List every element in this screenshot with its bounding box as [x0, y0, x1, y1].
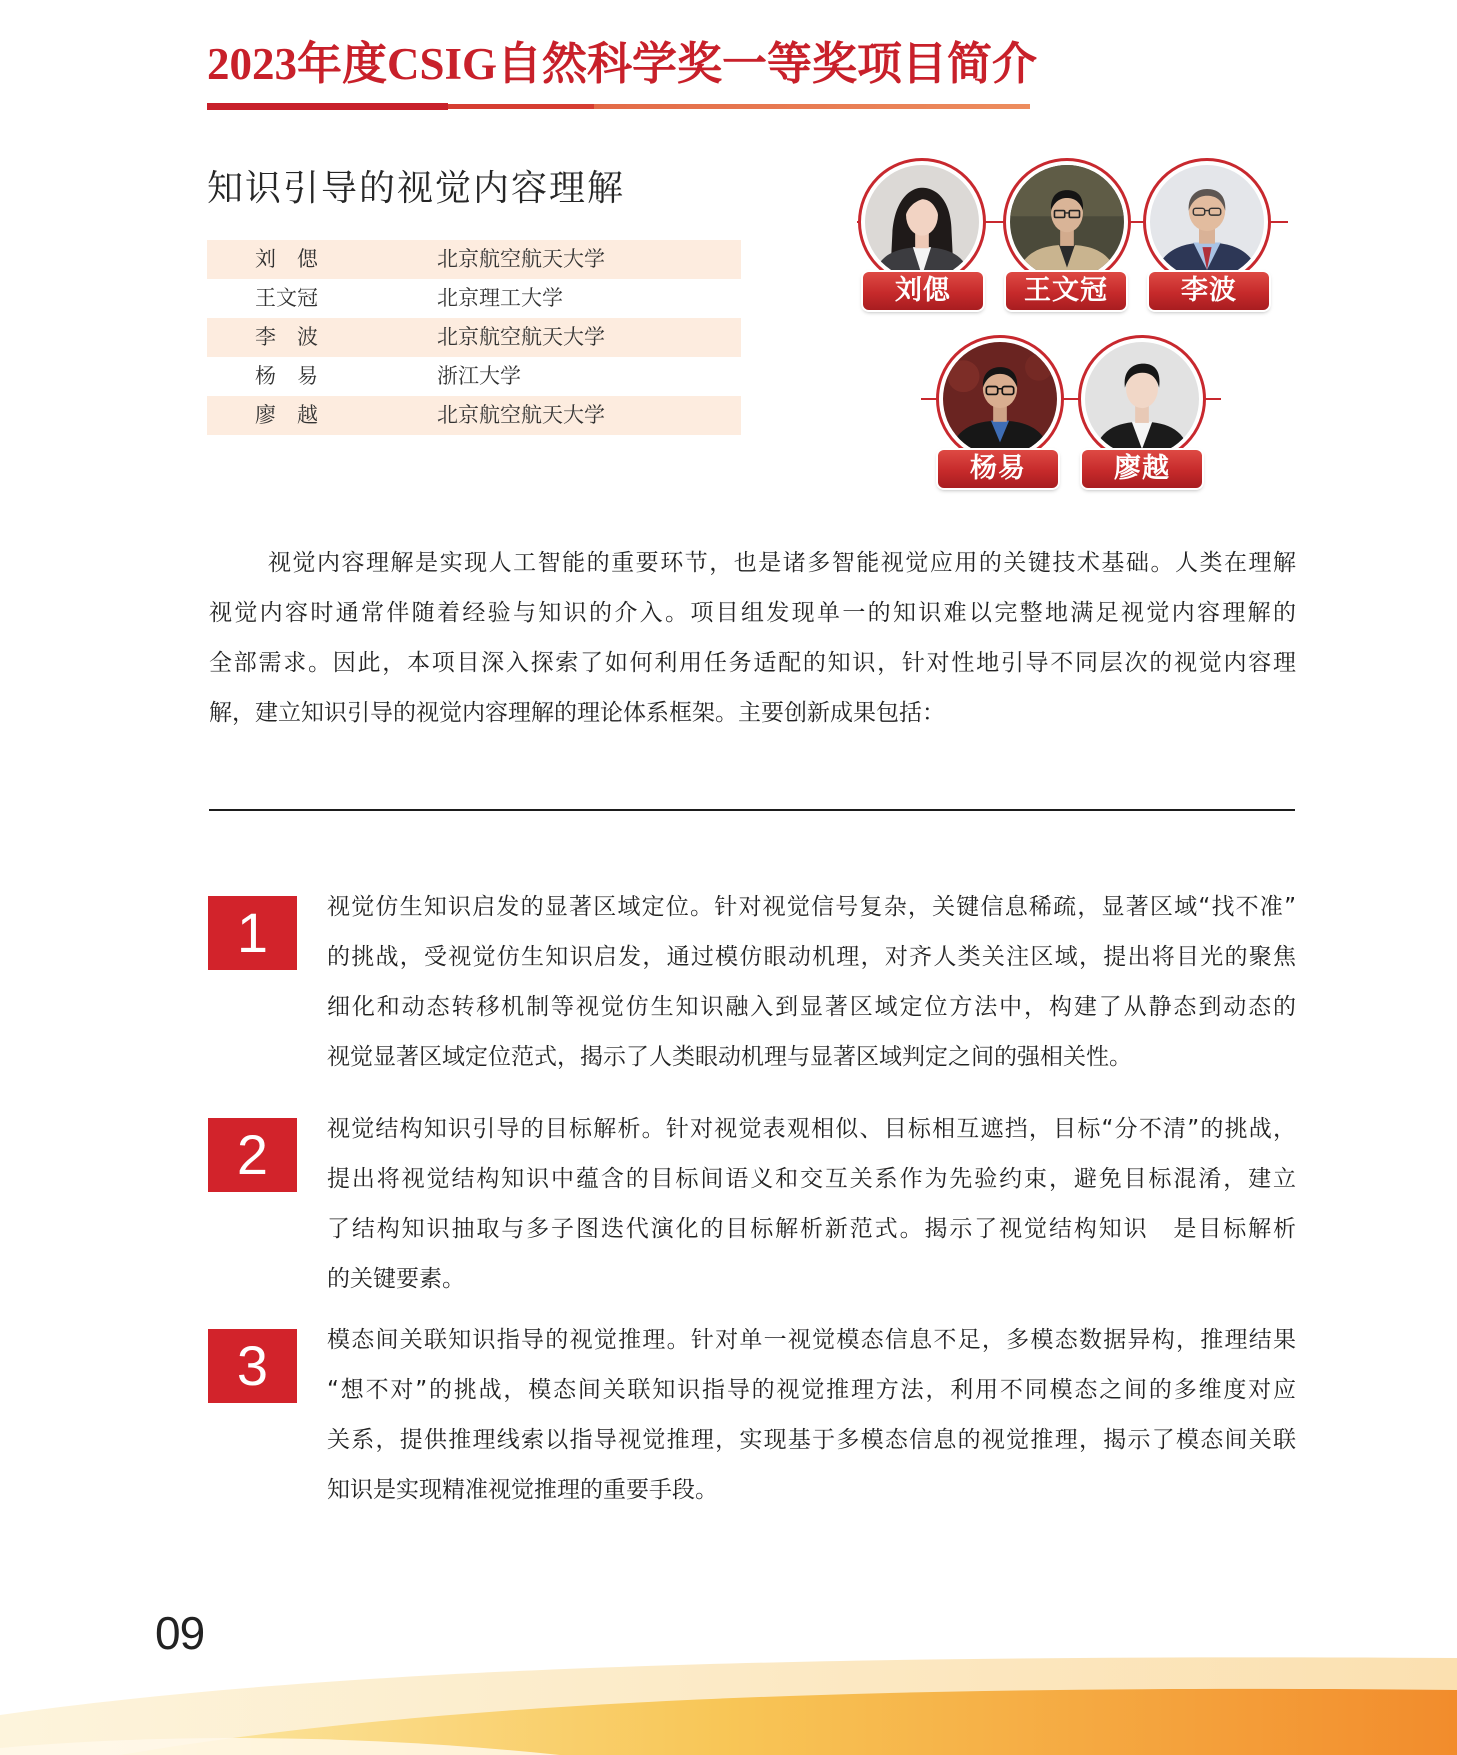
page-title: 2023年度CSIG自然科学奖一等奖项目简介	[207, 39, 1038, 89]
portrait-photo	[1085, 342, 1199, 456]
portrait-photo-frame	[1143, 158, 1271, 286]
portrait-photo-frame	[1003, 158, 1131, 286]
innovation-number-badge: 2	[208, 1118, 297, 1192]
member-row	[207, 357, 741, 396]
paragraph-line: 知识是实现精准视觉推理的重要手段。	[327, 1477, 718, 1503]
person-portrait-icon	[865, 165, 979, 279]
member-row	[207, 396, 741, 435]
portrait-photo	[865, 165, 979, 279]
paragraph-line: 视觉仿生知识启发的显著区域定位。针对视觉信号复杂，关键信息稀疏，显著区域“找不准”	[327, 894, 1296, 920]
paragraph-line: 全部需求。因此，本项目深入探索了如何利用任务适配的知识，针对性地引导不同层次的视觉内容理	[209, 650, 1296, 676]
paragraph-line: 的关键要素。	[327, 1266, 465, 1292]
portrait-name-label: 杨易	[938, 450, 1058, 488]
member-row	[207, 318, 741, 357]
title-underline-orange-segment	[594, 104, 1030, 109]
portrait-photo	[943, 342, 1057, 456]
intro-paragraph	[209, 538, 1296, 738]
paragraph-line: 视觉内容时通常伴随着经验与知识的介入。项目组发现单一的知识难以完整地满足视觉内容理解的	[209, 600, 1296, 626]
paragraph-line: 的挑战，受视觉仿生知识启发，通过模仿眼动机理，对齐人类关注区域，提出将目光的聚焦	[327, 944, 1296, 970]
portrait-photo-frame	[936, 335, 1064, 463]
paragraph-line: 解，建立知识引导的视觉内容理解的理论体系框架。主要创新成果包括：	[209, 700, 945, 726]
innovation-text	[327, 1104, 1296, 1304]
portrait-photo	[1010, 165, 1124, 279]
member-name: 刘 偲	[255, 247, 318, 271]
paragraph-line: 视觉内容理解是实现人工智能的重要环节，也是诸多智能视觉应用的关键技术基础。人类在理解	[268, 550, 1296, 576]
title-underline-red-segment	[207, 103, 448, 110]
paragraph-line: “想不对”的挑战，模态间关联知识指导的视觉推理方法，利用不同模态之间的多维度对应	[327, 1377, 1296, 1403]
portrait-name-label: 廖越	[1082, 450, 1202, 488]
person-portrait-icon	[1010, 165, 1124, 279]
member-affiliation: 北京航空航天大学	[437, 403, 605, 427]
innovation-number-badge: 1	[208, 896, 297, 970]
member-affiliation: 北京航空航天大学	[437, 325, 605, 349]
portrait-photo	[1150, 165, 1264, 279]
portrait-name-label: 刘偲	[863, 272, 983, 310]
portrait-gallery	[840, 140, 1300, 500]
paragraph-line: 提出将视觉结构知识中蕴含的目标间语义和交互关系作为先验约束，避免目标混淆，建立	[327, 1166, 1296, 1192]
member-affiliation: 北京理工大学	[437, 286, 563, 310]
paragraph-line: 关系，提供推理线索以指导视觉推理，实现基于多模态信息的视觉推理，揭示了模态间关联	[327, 1427, 1296, 1453]
person-portrait-icon	[943, 342, 1057, 456]
section-divider	[209, 809, 1295, 811]
decorative-wave	[0, 1640, 1457, 1755]
title-underline-mid-segment	[448, 104, 594, 109]
portrait-photo-frame	[1078, 335, 1206, 463]
member-name: 李 波	[255, 325, 318, 349]
member-row	[207, 240, 741, 279]
person-portrait-icon	[1150, 165, 1264, 279]
innovation-item	[208, 1315, 1296, 1515]
paragraph-line: 细化和动态转移机制等视觉仿生知识融入到显著区域定位方法中，构建了从静态到动态的	[327, 994, 1296, 1020]
paragraph-line: 模态间关联知识指导的视觉推理。针对单一视觉模态信息不足，多模态数据异构，推理结果	[327, 1327, 1296, 1353]
paragraph-line: 视觉显著区域定位范式，揭示了人类眼动机理与显著区域判定之间的强相关性。	[327, 1044, 1132, 1070]
innovation-text	[327, 1315, 1296, 1515]
project-title: 知识引导的视觉内容理解	[207, 168, 626, 209]
member-name: 王文冠	[255, 286, 318, 310]
portrait-name-label: 王文冠	[1006, 272, 1126, 310]
innovation-number-badge: 3	[208, 1329, 297, 1403]
member-affiliation: 北京航空航天大学	[437, 247, 605, 271]
innovation-item	[208, 1104, 1296, 1304]
member-name: 廖 越	[255, 403, 318, 427]
portrait-photo-frame	[858, 158, 986, 286]
member-name: 杨 易	[255, 364, 318, 388]
member-affiliation: 浙江大学	[437, 364, 521, 388]
person-portrait-icon	[1085, 342, 1199, 456]
member-row	[207, 279, 741, 318]
page-number: 09	[155, 1607, 205, 1659]
paragraph-line: 视觉结构知识引导的目标解析。针对视觉表观相似、目标相互遮挡，目标“分不清”的挑战，	[327, 1116, 1296, 1142]
innovation-text	[327, 882, 1296, 1082]
title-underline	[207, 103, 1030, 111]
innovation-item	[208, 882, 1296, 1082]
portrait-name-label: 李波	[1149, 272, 1269, 310]
paragraph-line: 了结构知识抽取与多子图迭代演化的目标解析新范式。揭示了视觉结构知识 是目标解析	[327, 1216, 1296, 1242]
member-table	[207, 240, 741, 435]
